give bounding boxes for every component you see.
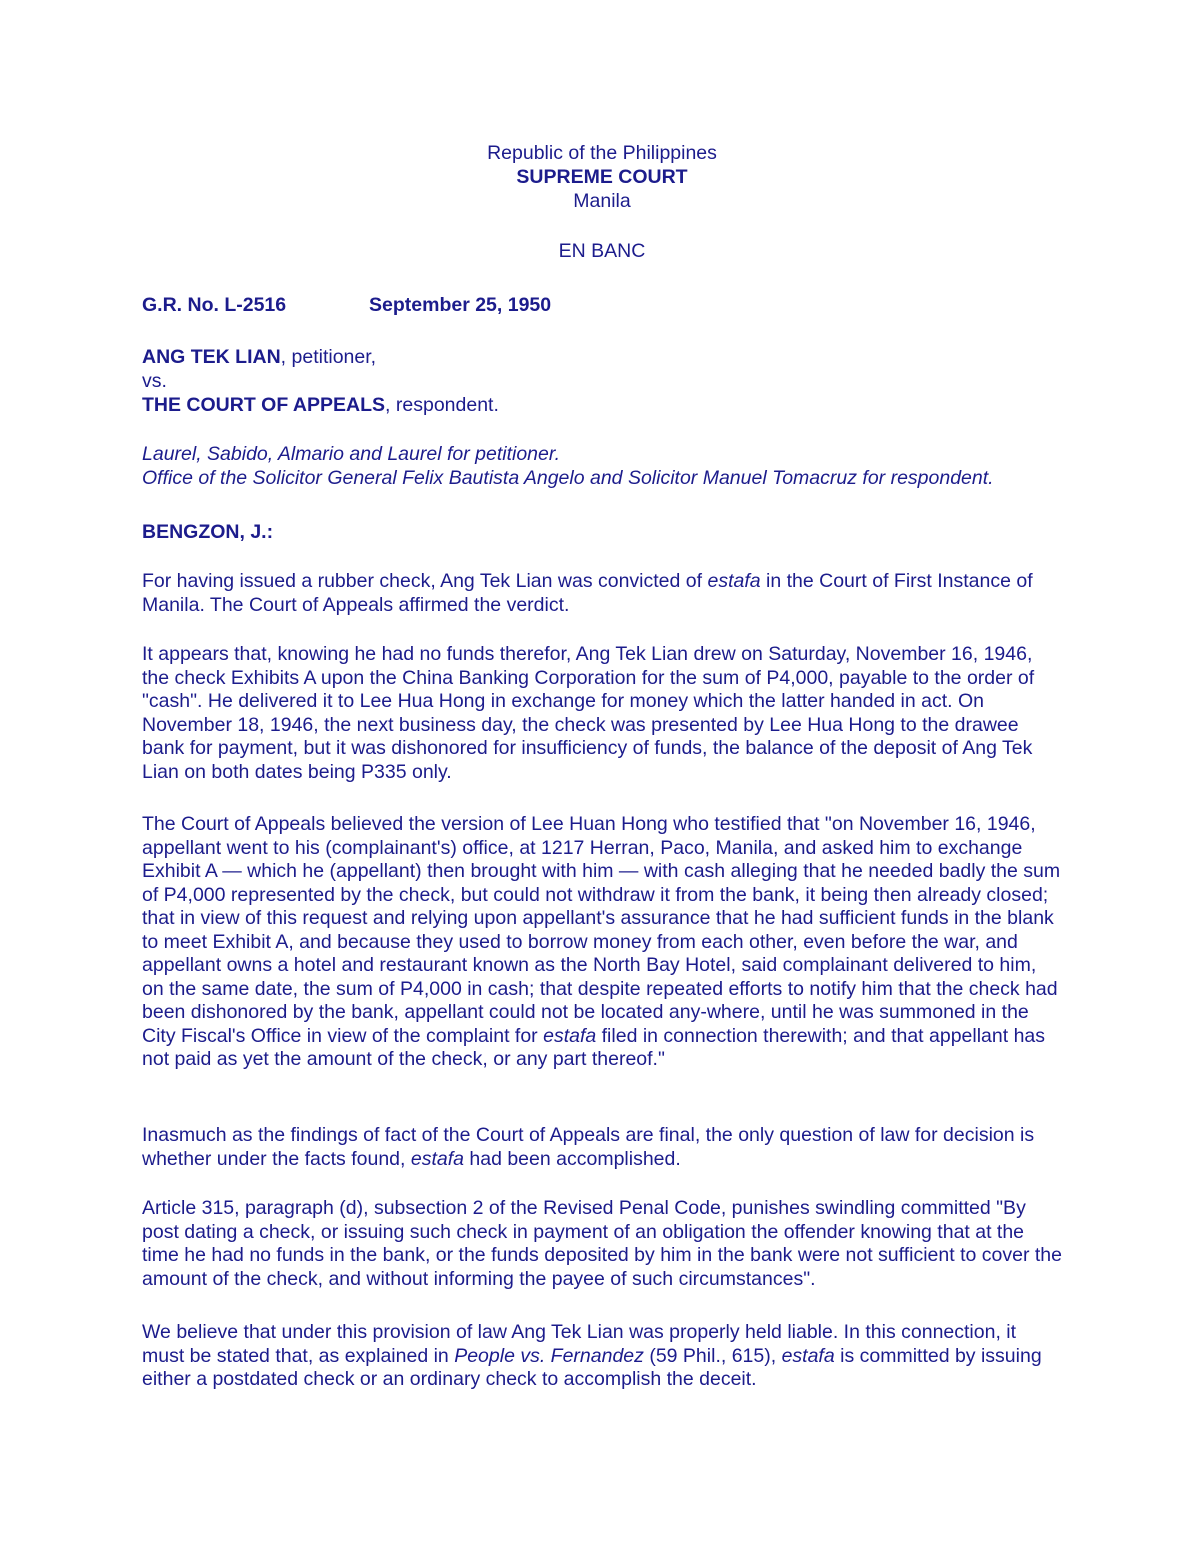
paragraph-1-text-a: For having issued a rubber check, Ang Tek Lian was convicted of <box>142 570 708 592</box>
paragraph-6-text-a: We believe that under this provision of law Ang Tek Lian was properly held liable. In this connection, it must be stated that, as explained in <box>142 1321 1017 1367</box>
versus-line: vs. <box>142 370 167 392</box>
paragraph-1-text-c: in the Court of First Instance of Manila. The Court of Appeals affirmed the verdict. <box>142 570 1033 616</box>
paragraph-6-text-c: (59 Phil., 615), <box>643 1344 782 1367</box>
counsel-petitioner: Laurel, Sabido, Almario and Laurel for petitioner. <box>142 443 561 465</box>
paragraph-3 <box>142 813 1062 1072</box>
paragraph-6 <box>142 1321 1062 1392</box>
header-division: EN BANC <box>558 240 646 262</box>
petitioner-line <box>142 346 1062 370</box>
petitioner-role: , petitioner, <box>280 346 377 368</box>
paragraph-6-text-e: is committed by issuing either a postdated check or an ordinary check to accomplish the deceit. <box>142 1344 1042 1390</box>
paragraph-5: Article 315, paragraph (d), subsection 2 of the Revised Penal Code, punishes swindling committed "By post dating a check, or issuing such check in payment of an obligation the offender knowing that at the time he had no funds in the bank, or the funds deposited by him in the bank were not sufficient to cover the amount of the check, and without informing the payee of such circumstances". <box>142 1197 1062 1290</box>
paragraph-4-text-c: had been accomplished. <box>463 1147 681 1170</box>
paragraph-3-italic: estafa <box>543 1024 597 1047</box>
case-number-line <box>142 294 1062 318</box>
header-court: SUPREME COURT <box>516 166 688 188</box>
paragraph-2: It appears that, knowing he had no funds therefor, Ang Tek Lian drew on Saturday, November 16, 1946, the check Exhibits A upon the China Banking Corporation for the sum of P4,000, payable to the order of "cash". He delivered it to Lee Hua Hong in exchange for money which the latter handed in act. On November 18, 1946, the next business day, the check was presented by Lee Hua Hong to the drawee bank for payment, but it was dishonored for insufficiency of funds, the balance of the deposit of Ang Tek Lian on both dates being P335 only. <box>142 643 1035 783</box>
paragraph-1-italic: estafa <box>707 570 761 592</box>
petitioner-name: ANG TEK LIAN <box>142 346 281 368</box>
paragraph-4-italic: estafa <box>410 1147 464 1170</box>
paragraph-4 <box>142 1124 1062 1171</box>
case-date: September 25, 1950 <box>369 294 552 316</box>
case-gr-number: G.R. No. L-2516 <box>142 294 287 316</box>
respondent-role: , respondent. <box>385 394 499 416</box>
header-republic: Republic of the Philippines <box>487 142 717 164</box>
paragraph-3-text-a: The Court of Appeals believed the version of Lee Huan Hong who testified that "on November 16, 1946, appellant went to his (complainant's) office, at 1217 Herran, Paco, Manila, and asked him to exchange Exhibit A — which he (appellant) then brought with him — with cash alleging that he needed badly the sum of P4,000 represented by the check, but could not withdraw it from the bank, it being then already closed; that in view of this request and relying upon appellant's assurance that he had sufficient funds in the blank to meet Exhibit A, and because they used to borrow money from each other, even before the war, and appellant owns a hotel and restaurant known as the North Bay Hotel, said complainant delivered to him, on the same date, the sum of P4,000 in cash; that despite repeated efforts to notify him that the check had been dishonored by the bank, appellant could not be located any-where, until he was summoned in the City Fiscal's Office in view of the complaint for <box>142 813 1061 1047</box>
paragraph-6-case-citation: People vs. Fernandez <box>454 1344 644 1367</box>
paragraph-6-italic: estafa <box>781 1344 835 1367</box>
respondent-name: THE COURT OF APPEALS <box>142 394 386 416</box>
paragraph-3-text-c: filed in connection therewith; and that appellant has not paid as yet the amount of the check, or any part thereof." <box>142 1024 1046 1070</box>
paragraph-1 <box>142 570 1062 617</box>
header-city: Manila <box>573 190 631 212</box>
respondent-line <box>142 394 1062 418</box>
counsel-respondent: Office of the Solicitor General Felix Bautista Angelo and Solicitor Manuel Tomacruz for respondent. <box>142 467 994 489</box>
paragraph-4-text-a: Inasmuch as the findings of fact of the Court of Appeals are final, the only question of law for decision is whether under the facts found, <box>142 1124 1035 1170</box>
ponente: BENGZON, J.: <box>142 521 274 543</box>
